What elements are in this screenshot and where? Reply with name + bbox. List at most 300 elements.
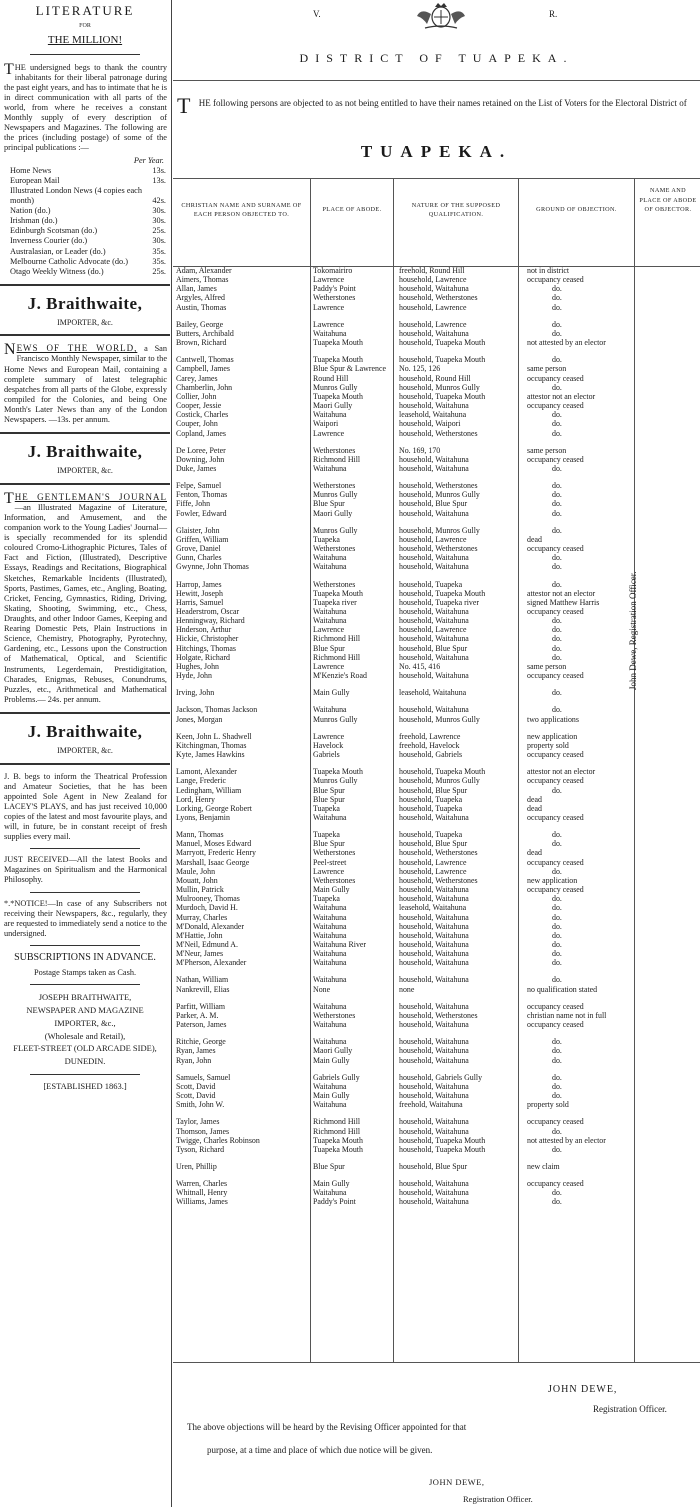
- qualification: household, Waitahuna: [399, 463, 469, 473]
- group-spacer: [173, 697, 700, 705]
- table-row: [173, 1037, 700, 1046]
- table-row: [173, 1056, 700, 1065]
- table-row: [173, 562, 700, 571]
- group-spacer: [173, 473, 700, 481]
- table-row: [173, 499, 700, 508]
- qualification: household, Gabriels Gully: [399, 1072, 483, 1082]
- table-row: [173, 284, 700, 293]
- table-row: [173, 894, 700, 903]
- qualification: No. 169, 170: [399, 445, 441, 455]
- qualification: household, Lawrence: [399, 319, 467, 329]
- person-name: Scott, David: [176, 1091, 216, 1101]
- table-row: [173, 383, 700, 392]
- group-spacer: [173, 1154, 700, 1162]
- place-of-abode: Tuapeka Mouth: [313, 1135, 363, 1145]
- ground-of-objection: do.: [552, 284, 562, 294]
- place-of-abode: Paddy's Point: [313, 284, 356, 294]
- qualification: household, Waitahuna: [399, 705, 469, 715]
- header-name-text: CHRISTIAN NAME AND SURNAME OF EACH PERSON OBJECTED TO.: [181, 202, 302, 218]
- table-row: [173, 616, 700, 625]
- qualification: household, Blue Spur: [399, 643, 468, 653]
- place-of-abode: Waitahuna: [313, 1001, 347, 1011]
- table-row: [173, 526, 700, 535]
- royal-crest-icon: [411, 2, 471, 30]
- signature-title-2: Registration Officer.: [463, 1494, 533, 1504]
- header-abode: [311, 178, 393, 266]
- person-name: Smith, John W.: [176, 1100, 225, 1110]
- table-row: [173, 958, 700, 967]
- place-of-abode: Tuapeka: [313, 534, 340, 544]
- person-name: Felpe, Samuel: [176, 481, 222, 491]
- person-name: Gwynne, John Thomas: [176, 562, 249, 572]
- person-name: Hickie, Christopher: [176, 634, 239, 644]
- person-name: Gunn, Charles: [176, 553, 222, 563]
- qualification: household, Waitahuna: [399, 894, 469, 904]
- person-name: Argyles, Alfred: [176, 293, 225, 303]
- header-abode-text: PLACE OF ABODE.: [322, 206, 382, 213]
- ground-of-objection: do.: [552, 355, 562, 365]
- ground-of-objection: do.: [552, 1055, 562, 1065]
- ground-of-objection: occupancy ceased: [527, 1117, 584, 1127]
- person-name: Fiffe, John: [176, 499, 211, 509]
- ground-of-objection: do.: [552, 302, 562, 312]
- ground-of-objection: do.: [552, 616, 562, 626]
- group-spacer: [173, 967, 700, 975]
- publication-price: 13s.: [152, 175, 166, 185]
- header-ground-text: GROUND OF OBJECTION.: [536, 206, 617, 213]
- person-name: Lorking, George Robert: [176, 803, 252, 813]
- divider: [30, 945, 140, 946]
- place-of-abode: Main Gully: [313, 1179, 350, 1189]
- ground-of-objection: new application: [527, 875, 578, 885]
- place-of-abode: Richmond Hill: [313, 1117, 361, 1127]
- place-of-abode: Waitahuna River: [313, 940, 367, 949]
- qualification: household, Waitahuna: [399, 454, 469, 464]
- group-spacer: [173, 438, 700, 446]
- qualification: household, Waitahuna: [399, 607, 469, 616]
- person-name: Headerstrom, Oscar: [176, 607, 240, 616]
- place-of-abode: Maori Gully: [313, 1046, 353, 1056]
- divider: [0, 334, 170, 336]
- person-name: Hitchings, Thomas: [176, 643, 236, 653]
- qualification: household, Tuapeka: [399, 794, 463, 804]
- qualification: household, Waitahuna: [399, 921, 469, 931]
- table-row: [173, 293, 700, 302]
- table-row: [173, 634, 700, 643]
- ground-of-objection: occupancy ceased: [527, 812, 584, 822]
- ground-of-objection: do.: [552, 866, 562, 876]
- table-row: [173, 885, 700, 894]
- publication-name: Irishman (do.): [10, 216, 58, 226]
- person-name: Parker, A. M.: [176, 1010, 219, 1020]
- table-row: [173, 1179, 700, 1188]
- person-name: Harris, Samuel: [176, 597, 224, 607]
- publication-name: Otago Weekly Witness (do.): [10, 266, 104, 276]
- ground-of-objection: same person: [527, 661, 567, 671]
- qualification: household, Waitahuna: [399, 1037, 469, 1047]
- place-of-abode: Waitahuna: [313, 912, 347, 922]
- person-name: Carey, James: [176, 373, 218, 383]
- publication-name: Inverness Courier (do.): [10, 236, 88, 246]
- ground-of-objection: do.: [552, 553, 562, 563]
- qualification: household, Wetherstones: [399, 481, 478, 491]
- drop-cap: T: [4, 60, 14, 78]
- publication-name: European Mail: [10, 175, 60, 185]
- qualification: household, Blue Spur: [399, 1161, 468, 1171]
- place-of-abode: Maori Gully: [313, 401, 353, 411]
- ground-of-objection: do.: [552, 319, 562, 329]
- place-of-abode: Waitahuna: [313, 1188, 347, 1198]
- table-row: [173, 455, 700, 464]
- ground-of-objection: attestor not an elector: [527, 588, 596, 598]
- group-spacer: [173, 680, 700, 688]
- column-rule: [171, 0, 172, 1507]
- qualification: household, Waitahuna: [399, 401, 469, 411]
- ground-of-objection: do.: [552, 293, 562, 303]
- importer-label: IMPORTER, &c.: [57, 465, 113, 475]
- ground-of-objection: occupancy ceased: [527, 1179, 584, 1189]
- place-of-abode: Munros Gully: [313, 525, 358, 535]
- ground-of-objection: occupancy ceased: [527, 857, 584, 867]
- ground-of-objection: property sold: [527, 740, 569, 750]
- person-name: Collier, John: [176, 391, 217, 401]
- table-row: [173, 662, 700, 671]
- ground-of-objection: occupancy ceased: [527, 1020, 584, 1030]
- group-spacer: [173, 312, 700, 320]
- person-name: Scott, David: [176, 1081, 216, 1091]
- ground-of-objection: christian name not in full: [527, 1010, 607, 1020]
- braithwaite-heading: J. Braithwaite,: [27, 442, 143, 462]
- person-name: Holgate, Richard: [176, 652, 230, 662]
- person-name: Whitnall, Henry: [176, 1188, 228, 1198]
- ground-of-objection: do.: [552, 525, 562, 535]
- ground-of-objection: do.: [552, 1197, 562, 1207]
- group-spacer: [173, 1065, 700, 1073]
- ground-of-objection: do.: [552, 894, 562, 904]
- ground-of-objection: do.: [552, 839, 562, 849]
- qualification: household, Waitahuna: [399, 1117, 469, 1127]
- qualification: household, Gabriels: [399, 750, 463, 760]
- qualification: household, Waitahuna: [399, 1001, 469, 1011]
- table-row: [173, 1091, 700, 1100]
- qualification: household, Waitahuna: [399, 1179, 469, 1189]
- group-spacer: [173, 822, 700, 830]
- table-row: [173, 1046, 700, 1055]
- table-row: [173, 320, 700, 329]
- person-name: Murdoch, David H.: [176, 903, 238, 913]
- qualification: household, Waitahuna: [399, 1081, 469, 1091]
- header-qualification-text: NATURE OF THE SUPPOSED QUALIFICATION.: [411, 202, 501, 218]
- ground-of-objection: not attested by an elector: [527, 1135, 606, 1145]
- person-name: Marshall, Isaac George: [176, 857, 250, 867]
- group-spacer: [173, 994, 700, 1002]
- table-row: [173, 776, 700, 785]
- ground-of-objection: signed Matthew Harris: [527, 597, 600, 607]
- qualification: household, Munros Gully: [399, 382, 480, 392]
- price-item: [0, 267, 170, 277]
- person-name: Campbell, James: [176, 364, 230, 374]
- table-row: [173, 903, 700, 912]
- table-row: [173, 688, 700, 697]
- place-of-abode: Tuapeka Mouth: [313, 391, 363, 401]
- person-name: Manuel, Moses Edward: [176, 839, 252, 849]
- publication-price: 25s.: [152, 226, 166, 236]
- qualification: household, Wetherstones: [399, 293, 478, 303]
- publication-name: Illustrated London News (4 copies each month): [10, 185, 143, 205]
- ground-of-objection: do.: [552, 382, 562, 392]
- table-row: [173, 715, 700, 724]
- place-of-abode: Waitahuna: [313, 616, 347, 626]
- qualification: household, Tuapeka Mouth: [399, 767, 486, 777]
- ground-of-objection: do.: [552, 481, 562, 491]
- ground-of-objection: same person: [527, 445, 567, 455]
- qualification: household, Waitahuna: [399, 1055, 469, 1065]
- qualification: household, Round Hill: [399, 373, 471, 383]
- hearing-notice-line1: The above objections will be heard by the Revising Officer appointed for that: [187, 1422, 467, 1432]
- publication-price: 35s.: [152, 246, 166, 256]
- table-row: [173, 553, 700, 562]
- qualification: household, Lawrence: [399, 857, 467, 867]
- place-of-abode: Lawrence: [313, 625, 345, 635]
- price-item: [0, 247, 170, 257]
- table-row: [173, 464, 700, 473]
- person-name: Chamberlin, John: [176, 382, 233, 392]
- ground-of-objection: not in district: [527, 266, 570, 275]
- qualification: No. 415, 416: [399, 661, 441, 671]
- publication-price: 25s.: [152, 266, 166, 276]
- news-body: a San Francisco Monthly Newspaper, similar to the Home News and European Mail, containing a complete summary of latest telegraphic despatches from all parts of the Globe, expressly compiled for the Colonies, and being One Month's Later News than any of the London Newspapers. —13s. per annum.: [4, 344, 168, 425]
- place-of-abode: Main Gully: [313, 688, 350, 698]
- place-of-abode: Blue Spur: [313, 785, 345, 795]
- qualification: household, Waitahuna: [399, 930, 469, 940]
- table-row: [173, 1020, 700, 1029]
- objection-table-body: [173, 266, 700, 1207]
- qualification: household, Tuapeka Mouth: [399, 588, 486, 598]
- address-line: (Wholesale and Retail),: [44, 1030, 126, 1041]
- address-block: [0, 991, 170, 1068]
- intro-paragraph: [0, 60, 170, 154]
- person-name: M'Donald, Alexander: [176, 921, 245, 931]
- ground-of-objection: attestor not an elector: [527, 391, 596, 401]
- person-name: Jones, Morgan: [176, 714, 223, 724]
- place-of-abode: Maori Gully: [313, 508, 353, 518]
- table-bottom-rule: [173, 1362, 700, 1363]
- publication-price: 35s.: [152, 256, 166, 266]
- person-name: Ryan, John: [176, 1055, 212, 1065]
- table-row: [173, 607, 700, 616]
- place-of-abode: Waitahuna: [313, 410, 347, 420]
- place-of-abode: Blue Spur: [313, 643, 345, 653]
- ground-of-objection: do.: [552, 579, 562, 589]
- ground-of-objection: dead: [527, 794, 542, 804]
- table-row: [173, 705, 700, 714]
- price-item: [0, 226, 170, 236]
- person-name: Mouatt, John: [176, 875, 218, 885]
- postage-note: Postage Stamps taken as Cash.: [33, 968, 137, 978]
- braithwaite-heading: J. Braithwaite,: [27, 722, 143, 742]
- place-of-abode: Waitahuna: [313, 553, 347, 563]
- qualification: household, Lawrence: [399, 302, 467, 312]
- person-name: Hughes, John: [176, 661, 219, 671]
- table-row: [173, 922, 700, 931]
- group-spacer: [173, 759, 700, 767]
- qualification: freehold, Havelock: [399, 740, 460, 750]
- person-name: Adam, Alexander: [176, 266, 232, 275]
- table-row: [173, 940, 700, 949]
- qualification: household, Munros Gully: [399, 714, 480, 724]
- person-name: Kyte, James Hawkins: [176, 750, 245, 760]
- place-of-abode: Munros Gully: [313, 382, 358, 392]
- ground-of-objection: do.: [552, 1126, 562, 1136]
- place-of-abode: Wetherstones: [313, 579, 356, 589]
- qualification: household, Waitahuna: [399, 508, 469, 518]
- qualification: freehold, Waitahuna: [399, 1100, 463, 1110]
- ground-of-objection: do.: [552, 643, 562, 653]
- table-row: [173, 490, 700, 499]
- person-name: Marryott, Frederic Henry: [176, 848, 256, 858]
- qualification: household, Lawrence: [399, 534, 467, 544]
- place-of-abode: Richmond Hill: [313, 634, 361, 644]
- ground-of-objection: occupancy ceased: [527, 544, 584, 554]
- person-name: M'Pherson, Alexander: [176, 958, 247, 968]
- person-name: Thomson, James: [176, 1126, 230, 1136]
- ground-of-objection: do.: [552, 921, 562, 931]
- qualification: household, Waitahuna: [399, 912, 469, 922]
- divider: [30, 1074, 140, 1075]
- person-name: Glaister, John: [176, 525, 220, 535]
- qualification: household, Tuapeka Mouth: [399, 1135, 486, 1145]
- ground-of-objection: do.: [552, 1081, 562, 1091]
- table-row: [173, 338, 700, 347]
- person-name: Ledingham, William: [176, 785, 242, 795]
- divider: [30, 54, 140, 55]
- table-row: [173, 509, 700, 518]
- person-name: Tyson, Richard: [176, 1144, 225, 1154]
- person-name: Austin, Thomas: [176, 302, 227, 312]
- place-of-abode: Tuapeka Mouth: [313, 338, 363, 348]
- table-row: [173, 786, 700, 795]
- table-row: [173, 741, 700, 750]
- table-row: [173, 804, 700, 813]
- ground-of-objection: no qualification stated: [527, 984, 598, 994]
- person-name: Downing, John: [176, 454, 225, 464]
- ground-of-objection: do.: [552, 634, 562, 644]
- place-of-abode: Gabriels Gully: [313, 1072, 360, 1082]
- qualification: household, Tuapeka: [399, 830, 463, 840]
- table-row: [173, 429, 700, 438]
- qualification: household, Wetherstones: [399, 1010, 478, 1020]
- for-label: FOR: [79, 22, 91, 29]
- address-line: FLEET-STREET (OLD ARCADE SIDE),: [13, 1043, 157, 1054]
- ground-of-objection: do.: [552, 940, 562, 949]
- price-item: [0, 206, 170, 216]
- place-of-abode: Wetherstones: [313, 445, 356, 455]
- place-of-abode: Blue Spur: [313, 794, 345, 804]
- place-of-abode: Tokomairiro: [313, 266, 353, 275]
- person-name: Allan, James: [176, 284, 217, 294]
- table-row: [173, 410, 700, 419]
- place-of-abode: Lawrence: [313, 428, 345, 438]
- journal-body: —an Illustrated Magazine of Literature, Information, and Amusement, and the companion work to the Young Ladies' Journal—is specially recommended for its splendid coloured Cromo-Lithographic Pictures, Tales of Fact and Fiction, (Illustrated), Descriptive Essays, Readings and Recitations, Biographical Sketches, Remarkable Incidents (Illustrated), Sports, Pastimes, Games, etc., Angling, Boating, Cricket, Fencing, Gymnastics, Riding, Driving, Skating, Shooting, Swimming, etc., Chess, Draughts, and other Indoor Games, Keeping and Rearing Domestic Pets, Plain Instructions in Science, Chemistry, Photography, Pyrotechny, Gardening, etc., Lessons upon the Construction of Mathematical, Optical, and Scientific Instruments, Legerdemain, Prestidigitation, Charades, Enigmas, Rebuses, Conundrums, Puzzles, etc., Arithmetical and Mathematical Problems.— 24s. per annum.: [4, 502, 167, 704]
- ground-of-objection: new application: [527, 731, 578, 741]
- person-name: Lange, Frederic: [176, 776, 226, 786]
- ground-of-objection: do.: [552, 428, 562, 438]
- place-of-abode: Havelock: [313, 740, 344, 750]
- person-name: Henningway, Richard: [176, 616, 245, 626]
- table-row: [173, 671, 700, 680]
- publication-name: Nation (do.): [10, 206, 51, 216]
- person-name: Couper, John: [176, 419, 218, 429]
- ground-of-objection: do.: [552, 562, 562, 572]
- place-of-abode: Waitahuna: [313, 463, 347, 473]
- address-line: DUNEDIN.: [64, 1056, 106, 1067]
- ground-of-objection: occupancy ceased: [527, 776, 584, 786]
- importer-label: IMPORTER, &c.: [57, 745, 113, 755]
- place-of-abode: Main Gully: [313, 1091, 350, 1101]
- drop-cap: T: [177, 93, 191, 118]
- qualification: household, Waitahuna: [399, 885, 469, 895]
- qualification: leasehold, Waitahuna: [399, 410, 467, 420]
- table-row: [173, 544, 700, 553]
- place-of-abode: Tuapeka: [313, 894, 340, 904]
- group-spacer: [173, 1109, 700, 1117]
- place-of-abode: M'Kenzie's Road: [313, 671, 367, 681]
- divider: [173, 80, 700, 81]
- place-of-abode: Lawrence: [313, 275, 345, 285]
- person-name: Harrop, James: [176, 579, 222, 589]
- publication-price: 30s.: [152, 206, 166, 216]
- ground-of-objection: do.: [552, 419, 562, 429]
- tuapeka-title: TUAPEKA.: [360, 142, 513, 161]
- person-name: Costick, Charles: [176, 410, 229, 420]
- ground-of-objection: do.: [552, 930, 562, 940]
- group-spacer: [173, 518, 700, 526]
- place-of-abode: Waitahuna: [313, 958, 347, 968]
- place-of-abode: Blue Spur: [313, 839, 345, 849]
- table-row: [173, 767, 700, 776]
- ground-of-objection: dead: [527, 848, 542, 858]
- qualification: household, Waitahuna: [399, 1197, 469, 1207]
- qualification: none: [399, 984, 415, 994]
- braithwaite-heading: J. Braithwaite,: [27, 293, 143, 313]
- intro-text: HE following persons are objected to as not being entitled to have their names retained on the List of Voters for the Electoral District of: [198, 98, 687, 108]
- table-row: [173, 625, 700, 634]
- table-row: [173, 848, 700, 857]
- qualification: freehold, Round Hill: [399, 266, 465, 275]
- qualification: household, Wetherstones: [399, 848, 478, 858]
- place-of-abode: Waitahuna: [313, 1037, 347, 1047]
- ground-of-objection: do.: [552, 705, 562, 715]
- person-name: Fowler, Edward: [176, 508, 227, 518]
- place-of-abode: Lawrence: [313, 661, 345, 671]
- header-objector: [635, 178, 699, 266]
- ground-of-objection: property sold: [527, 1100, 569, 1110]
- table-row: [173, 1011, 700, 1020]
- table-row: [173, 913, 700, 922]
- table-row: [173, 867, 700, 876]
- ground-of-objection: occupancy ceased: [527, 373, 584, 383]
- place-of-abode: Wetherstones: [313, 848, 356, 858]
- qualification: household, Munros Gully: [399, 490, 480, 500]
- qualification: household, Waitahuna: [399, 1046, 469, 1056]
- place-of-abode: Waitahuna: [313, 903, 347, 913]
- ground-of-objection: do.: [552, 1188, 562, 1198]
- table-row: [173, 1100, 700, 1109]
- place-of-abode: Waitahuna: [313, 812, 347, 822]
- place-of-abode: Munros Gully: [313, 490, 358, 500]
- qualification: household, Waitahuna: [399, 1126, 469, 1136]
- price-list: [0, 166, 170, 277]
